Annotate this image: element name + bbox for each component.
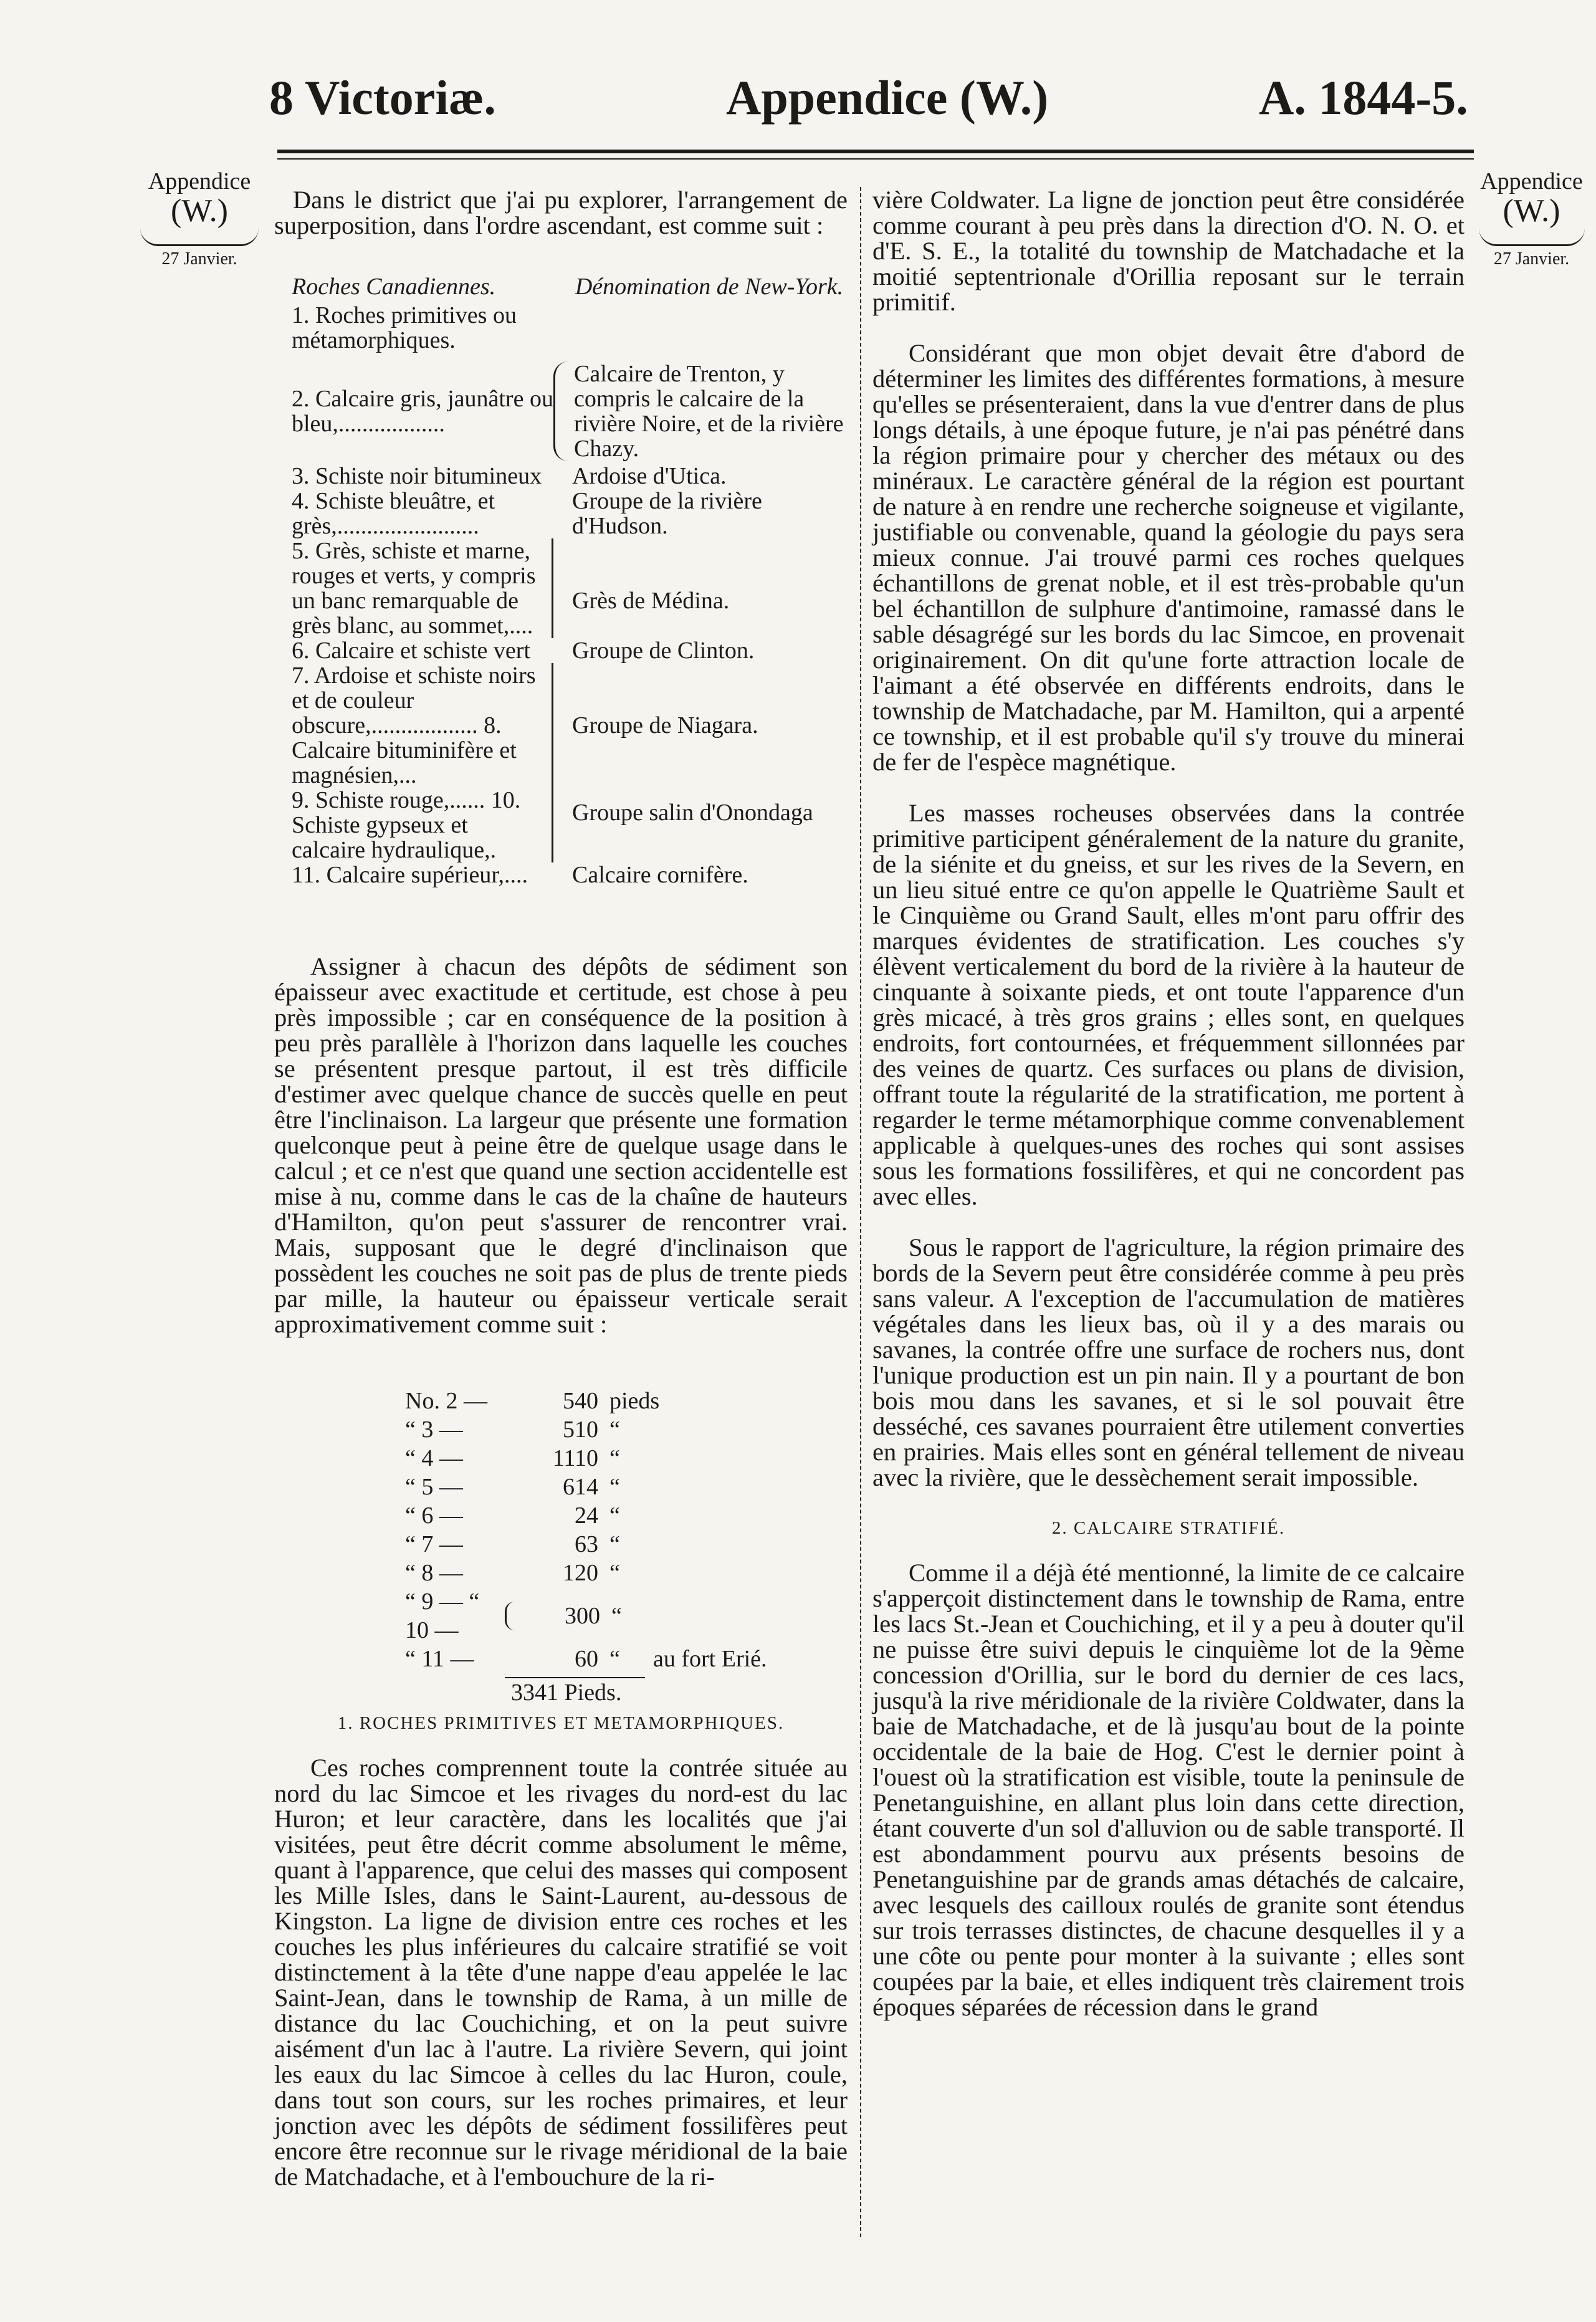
depth-value: 510: [563, 1417, 598, 1443]
depth-unit: “: [611, 1603, 622, 1629]
depth-value: 60: [575, 1646, 598, 1672]
right-p4: Sous le rapport de l'agriculture, la région primaire des bords de la Severn peut être considérée comme à peu près sans valeur. A l'exception de l'accumulation de matières végétales dans les lieux bas, où il y a des marais ou savanes, la contrée offre une surface de rochers nus, dont l'unique production est un pin nain. Il y a pourtant de bon bois mou dans les savanes, et si le sol pouvait être desséché, ces savanes pourraient être utilement converties en prairies. Mais elles sont en général tellement de niveau avec la rivière, que le dessèchement serait impossible.: [872, 1233, 1465, 1491]
row-canadian: 6. Calcaire et schiste vert: [292, 638, 531, 664]
depth-unit: “: [609, 1503, 620, 1529]
section2-title: 2. CALCAIRE STRATIFIÉ.: [1051, 1518, 1286, 1538]
right-column: [872, 187, 1465, 2020]
table-row: [292, 361, 853, 461]
margin-note-date: 27 Janvier.: [161, 249, 237, 269]
table-row: [292, 663, 853, 788]
depth-unit: “: [609, 1445, 620, 1471]
row-canadian: 11. Calcaire supérieur,....: [292, 862, 528, 888]
depth-value: 24: [575, 1503, 598, 1529]
margin-note-label: Appendice: [1480, 168, 1583, 194]
row-canadian: 1. Roches primitives ou métamorphiques.: [292, 302, 517, 353]
depth-no: “ 7 —: [405, 1531, 463, 1557]
table-header: [292, 274, 853, 299]
header-left: 8 Victoriæ.: [269, 70, 496, 125]
depth-unit: “: [609, 1474, 620, 1500]
right-p5: Comme il a déjà été mentionné, la limite de ce calcaire s'apperçoit distinctement dans le township de Rama, entre les lacs St.-Jean et Couchiching, et il y a peu à douter qu'il ne puisse être suivi depuis le cinquième lot de la 9ème concession d'Orillia, sur le bord du dernier de ces lacs, jusqu'à la rive méridionale de la rivière Coldwater, dans la baie de Matchadache, et de là jusqu'au bout de la pointe occidentale de la baie de Hog. C'est le dernier point à l'ouest où la stratification est visible, toute la peninsule de Penetanguishine, en allant plus loin dans cette direction, étant couverte d'un sol d'alluvion ou de sable transporté. Il est abondamment pourvu aux présents besoins de Penetanguishine par de grands amas détachés de calcaire, avec lesquels des cailloux roulés de granite sont étendus sur trois terrasses distinctes, de chacune desquelles il y a une côte ou pente pour monter à la suivante ; elles sont coupées par la baie, et elles indiquent très clairement trois époques séparées de récession dans le grand: [872, 1559, 1465, 2021]
depth-no: “ 5 —: [405, 1474, 463, 1500]
depth-no: “ 3 —: [405, 1417, 463, 1443]
right-p2: Considérant que mon objet devait être d'abord de déterminer les limites des différentes formations, à mesure qu'elles se présenteraient, dans la vue d'entrer dans de plus longs détails, à une époque future, je n'ai pas pénétré dans la région primaire pour y chercher des métaux ou des minéraux. Le caractère général de la région est pourtant de nature à en rendre une recherche soigneuse et vigilante, justifiable ou convenable, quand la géologie du pays sera mieux connue. J'ai trouvé parmi ces roches quelques échantillons de grenat noble, et il est très-probable qu'un bel échantillon de sulphure d'antimoine, ramassé dans le sable désagrégé sur les bords du lac Simcoe, en provenait originairement. On dit qu'une forte attraction locale de l'aimant a été observée en différents endroits, dans le township de Matchadache, par M. Hamilton, qui a arpenté ce township, et il est probable qu'il s'y trouve du minerai de fer de l'espèce magnétique.: [872, 339, 1465, 776]
intro-paragraph: Dans le district que j'ai pu explorer, l'arrangement de superposition, dans l'ordre ascendant, est comme suit :: [274, 186, 848, 239]
depth-no: “ 4 —: [405, 1445, 463, 1471]
row-ny: Groupe salin d'Onondaga: [572, 800, 813, 826]
list-item: [405, 1645, 804, 1673]
left-section1: [274, 1711, 848, 2189]
depth-value: 1110: [552, 1445, 598, 1471]
row-ny: Calcaire cornifère.: [572, 862, 748, 888]
list-item: [405, 1415, 804, 1444]
list-item: [405, 1587, 804, 1645]
depth-unit: “: [609, 1417, 620, 1443]
right-p3: Les masses rocheuses observées dans la contrée primitive participent généralement de la nature du granite, de la siénite et du gneiss, et sur les rives de la Severn, en un lieu situé entre ce qu'on appelle le Quatrième Sault et le Cinquième ou Grand Sault, elles m'ont paru offrir des marques évidentes de stratification. Les couches s'y élèvent verticalement du bord de la rivière à la hauteur de cinquante à soixante pieds, et ont toute l'apparence d'un grès micacé, à très gros grains ; elles sont, en quelques endroits, fort contournées, et fréquemment sillonnées par des veines de quartz. Ces surfaces ou plans de division, offrant toute la régularité de la stratification, me portent à regarder le terme métamorphique comme convenablement applicable à quelques-unes des roches qui sont assises sous les formations fossilifères, et qui ne concordent pas avec elles.: [872, 799, 1465, 1210]
depth-unit: “: [609, 1531, 620, 1557]
depth-unit: “: [609, 1560, 620, 1586]
table-row: [292, 303, 853, 353]
row-canadian: 9. Schiste rouge,...... 10. Schiste gypseux et calcaire hydraulique,.: [292, 788, 553, 862]
row-ny: Ardoise d'Utica.: [572, 463, 727, 489]
row-ny: Groupe de Clinton.: [572, 638, 755, 664]
row-canadian: 7. Ardoise et schiste noirs et de couleur obscure,.................. 8. Calcaire bituminifère et magnésien,...: [292, 663, 553, 788]
depth-no: “ 11 —: [405, 1646, 474, 1672]
depth-total: 3341 Pieds.: [511, 1679, 622, 1706]
header-rule-thin: [277, 158, 1474, 160]
margin-note-brace: [1479, 228, 1585, 246]
margin-note-letter: (W.): [171, 193, 228, 229]
table-row: [292, 489, 853, 538]
row-ny: Groupe de Niagara.: [572, 712, 758, 738]
row-canadian: 5. Grès, schiste et marne, rouges et verts, y compris un banc remarquable de grès blanc, au sommet,....: [292, 538, 553, 638]
left-thickness: [274, 953, 848, 1337]
margin-note-label: Appendice: [148, 168, 251, 194]
row-canadian: 2. Calcaire gris, jaunâtre ou bleu,..................: [292, 386, 553, 437]
depth-value: 300: [505, 1602, 611, 1630]
column-divider: [860, 187, 861, 2237]
table-row: [292, 862, 853, 887]
strata-table: [292, 274, 853, 887]
margin-note-brace: [140, 228, 259, 246]
row-ny: [553, 303, 846, 353]
header-right: A. 1844-5.: [1259, 70, 1468, 125]
depth-value: 540: [563, 1388, 598, 1414]
table-row: [292, 788, 853, 862]
row-ny: Grès de Médina.: [572, 588, 730, 614]
table-row: [292, 638, 853, 663]
row-ny: Groupe de la rivière d'Hudson.: [572, 488, 762, 539]
margin-note-right: [1471, 170, 1592, 269]
depth-value: 63: [575, 1531, 598, 1557]
table-row: [292, 538, 853, 638]
margin-note-letter: (W.): [1503, 193, 1560, 229]
depth-list: [405, 1387, 804, 1707]
depth-no: No. 2 —: [405, 1388, 487, 1414]
margin-note-left: [137, 170, 262, 269]
section1-title: 1. ROCHES PRIMITIVES ET METAMORPHIQUES.: [337, 1713, 785, 1733]
table-row: [292, 464, 853, 489]
row-canadian: 4. Schiste bleuâtre, et grès,........................: [292, 488, 495, 539]
left-intro: [274, 187, 848, 238]
table-head-ny: Dénomination de New-York.: [575, 274, 844, 300]
depth-unit: pieds: [609, 1388, 660, 1414]
list-item: [405, 1501, 804, 1530]
list-item: [405, 1444, 804, 1473]
row-canadian: 3. Schiste noir bitumineux: [292, 463, 542, 489]
section1-paragraph: Ces roches comprennent toute la contrée située au nord du lac Simcoe et les rivages du nord-est du lac Huron; et leur caractère, dans les localités que j'ai visitées, peut être décrit comme absolument le même, quant à l'apparence, que celui des masses qui composent les Mille Isles, dans le Saint-Laurent, au-dessous de Kingston. La ligne de division entre ces roches et les couches les plus inférieures du calcaire stratifié se voit distinctement à la tête d'une nappe d'eau appelée le lac Saint-Jean, dans le township de Rama, à un mille de distance du lac Couchiching, et on la peut suivre aisément d'un lac à l'autre. La rivière Severn, qui joint les eaux du lac Simcoe à celles du lac Huron, coule, dans tout son cours, sur les roches primaires, et leur jonction avec les dépôts de sédiment fossilifères peut encore être reconnue sur le rivage méridional de la baie de Matchadache, et à l'embouchure de la ri-: [274, 1754, 848, 2191]
header-rule-thick: [277, 150, 1474, 153]
list-item: [405, 1559, 804, 1587]
depth-value: 614: [563, 1474, 598, 1500]
depth-unit: “: [609, 1646, 620, 1672]
depth-no: “ 8 —: [405, 1560, 463, 1586]
margin-note-date: 27 Janvier.: [1493, 249, 1570, 269]
list-item: [405, 1530, 804, 1559]
table-head-canadian: Roches Canadiennes.: [292, 274, 496, 300]
list-item: [405, 1387, 804, 1415]
list-item: [405, 1473, 804, 1501]
depth-no: “ 9 — “ 10 —: [405, 1589, 480, 1643]
right-p1: vière Coldwater. La ligne de jonction peut être considérée comme courant à peu près dans la direction d'O. N. O. et d'E. S. E., la totalité du township de Matchadache et la moitié septentrionale d'Orillia reposant sur le terrain primitif.: [872, 186, 1465, 316]
depth-no: “ 6 —: [405, 1503, 463, 1529]
row-ny: Calcaire de Trenton, y compris le calcaire de la rivière Noire, et de la rivière Chazy.: [553, 361, 848, 461]
depth-note: au fort Erié.: [653, 1646, 767, 1672]
depth-value: 120: [563, 1560, 598, 1586]
thickness-paragraph: Assigner à chacun des dépôts de sédiment son épaisseur avec exactitude et certitude, est chose à peu près impossible ; car en conséquence de la position à peu près parallèle à l'horizon dans laquelle les couches se présentent presque partout, il est très difficile d'estimer avec quelque chance de succès quelle en peut être l'inclinaison. La largeur que présente une formation quelconque peut à peine être de quelque usage dans le calcul ; et ce n'est que quand une section accidentelle est mise à nu, comme dans le cas de la chaîne de hauteurs d'Hamilton, qu'on peut s'assurer de rencontrer vrai. Mais, supposant que le degré d'inclinaison que possèdent les couches ne soit pas de plus de trente pieds par mille, la hauteur ou épaisseur verticale serait approximativement comme suit :: [274, 952, 848, 1338]
header-center: Appendice (W.): [726, 70, 1049, 125]
